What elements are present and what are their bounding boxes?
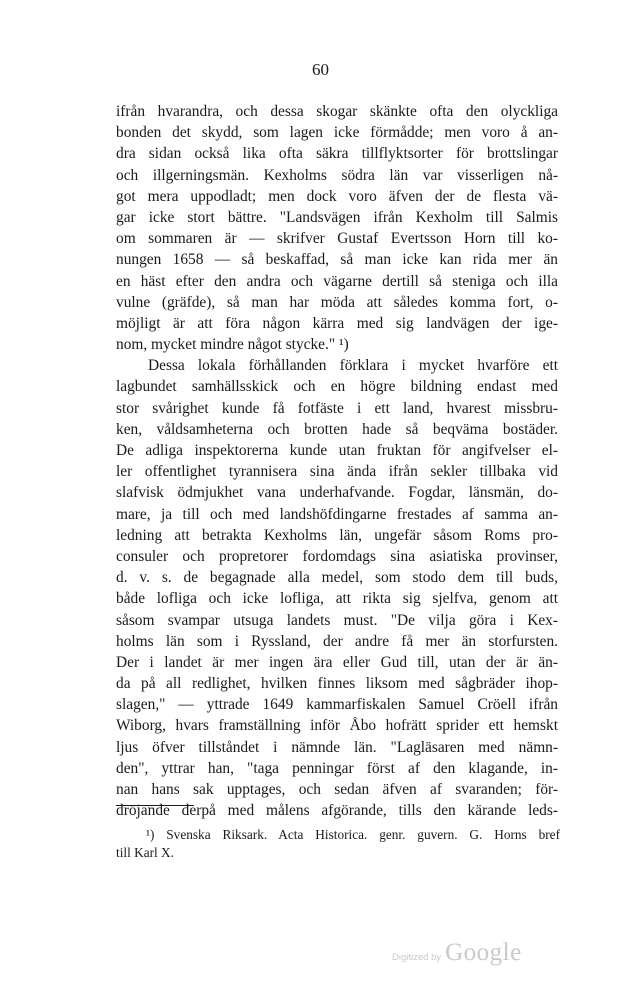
text-line: gar icke stort bättre. "Landsvägen ifrån Kexholm till Salmis bbox=[116, 208, 558, 226]
text-line: d. v. s. de begagnade alla medel, som stodo dem till buds, bbox=[116, 569, 558, 587]
text-line: stor svårighet kunde få fotfäste i ett land, hvarest missbru- bbox=[116, 399, 558, 417]
google-logo: Google bbox=[445, 939, 522, 966]
text-line: slafvisk ödmjukhet vana underhafvande. Fogdar, länsmän, do- bbox=[116, 484, 558, 502]
text-line: lagbundet samhällsskick och en högre bildning endast med bbox=[116, 378, 558, 396]
text-line: Wiborg, hvars framställning inför Åbo hofrätt sprider ett hemskt bbox=[116, 717, 558, 735]
page-number: 60 bbox=[312, 60, 329, 79]
text-line: De adliga inspektorerna kunde utan fruktan för angifvelser el- bbox=[116, 442, 558, 459]
text-line: vulne (gräfde), så man har möda att således komma fort, o- bbox=[116, 293, 558, 311]
text-line: nom, mycket mindre något stycke." ¹) bbox=[116, 336, 349, 354]
text-line: den", yttrar han, "taga penningar först af den klagande, in- bbox=[116, 759, 558, 777]
text-line: dröjande derpå med målens afgörande, tills den kärande leds- bbox=[116, 802, 558, 820]
text-line: got mera uppodladt; men dock voro äfven der de flesta vä- bbox=[116, 187, 558, 205]
text-line: både lofliga och icke lofliga, att rikta sig sjelfva, genom att bbox=[116, 590, 558, 608]
text-line: om sommaren är — skrifver Gustaf Evertsson Horn till ko- bbox=[116, 230, 558, 248]
text-line: dra sidan också lika ofta säkra tillflyktsorter för brottslingar bbox=[116, 145, 558, 163]
footnotes bbox=[116, 826, 560, 862]
text-line: nungen 1658 — så beskaffad, så man icke kan rida mer än bbox=[116, 251, 558, 269]
text-line: en häst efter den andra och vägarne dertill så steniga och illa bbox=[116, 272, 558, 290]
footnote-divider bbox=[116, 805, 194, 806]
text-line: ifrån hvarandra, och dessa skogar skänkte ofta den olyckliga bbox=[116, 103, 558, 120]
text-line: da på all redlighet, hvilken finnes liksom med sågbräder ihop- bbox=[116, 675, 558, 693]
text-line: ledning att betrakta Kexholms län, ungefär såsom Roms pro- bbox=[116, 526, 558, 544]
text-line: Der i landet är mer ingen ära eller Gud till, utan der är än- bbox=[116, 653, 558, 671]
text-line: nan hans sak upptages, och sedan äfven af svaranden; för- bbox=[116, 781, 558, 798]
text-line: holms län som i Ryssland, der andre få mer än storfursten. bbox=[116, 632, 558, 650]
text-line: mare, ja till och med landshöfdingarne frestades af samma an- bbox=[116, 505, 558, 523]
text-line: ken, våldsamheterna och brotten hade så beqväma bostäder. bbox=[116, 420, 558, 438]
text-line: Dessa lokala förhållanden förklara i mycket hvarföre ett bbox=[148, 357, 558, 375]
text-line: såsom svampar utsuga landets must. "De vilja göra i Kex- bbox=[116, 611, 558, 629]
text-line: ljus öfver tillståndet i nämnde län. "Lagläsaren med nämn- bbox=[116, 738, 558, 756]
body-text bbox=[116, 101, 558, 821]
digitized-watermark bbox=[392, 939, 522, 967]
footnote-line: ¹) Svenska Riksark. Acta Historica. genr. guvern. G. Horns bref bbox=[146, 827, 560, 842]
text-line: bonden det skydd, som lagen icke förmådde; men voro å an- bbox=[116, 124, 558, 142]
text-line: consuler och propretorer fordomdags sina asiatiska provinser, bbox=[116, 547, 558, 565]
text-line: möjligt är att föra någon kärra med sig landvägen der ige- bbox=[116, 314, 558, 332]
text-line: slagen," — yttrade 1649 kammarfiskalen Samuel Cröell ifrån bbox=[116, 696, 558, 714]
text-line: ler offentlighet tyrannisera sina ända ifrån sekler tillbaka vid bbox=[116, 463, 558, 481]
text-line: och illgerningsmän. Kexholms södra län var visserligen nå- bbox=[116, 166, 558, 184]
footnote-line: till Karl X. bbox=[116, 845, 174, 860]
watermark-prefix: Digitized by bbox=[392, 952, 442, 963]
